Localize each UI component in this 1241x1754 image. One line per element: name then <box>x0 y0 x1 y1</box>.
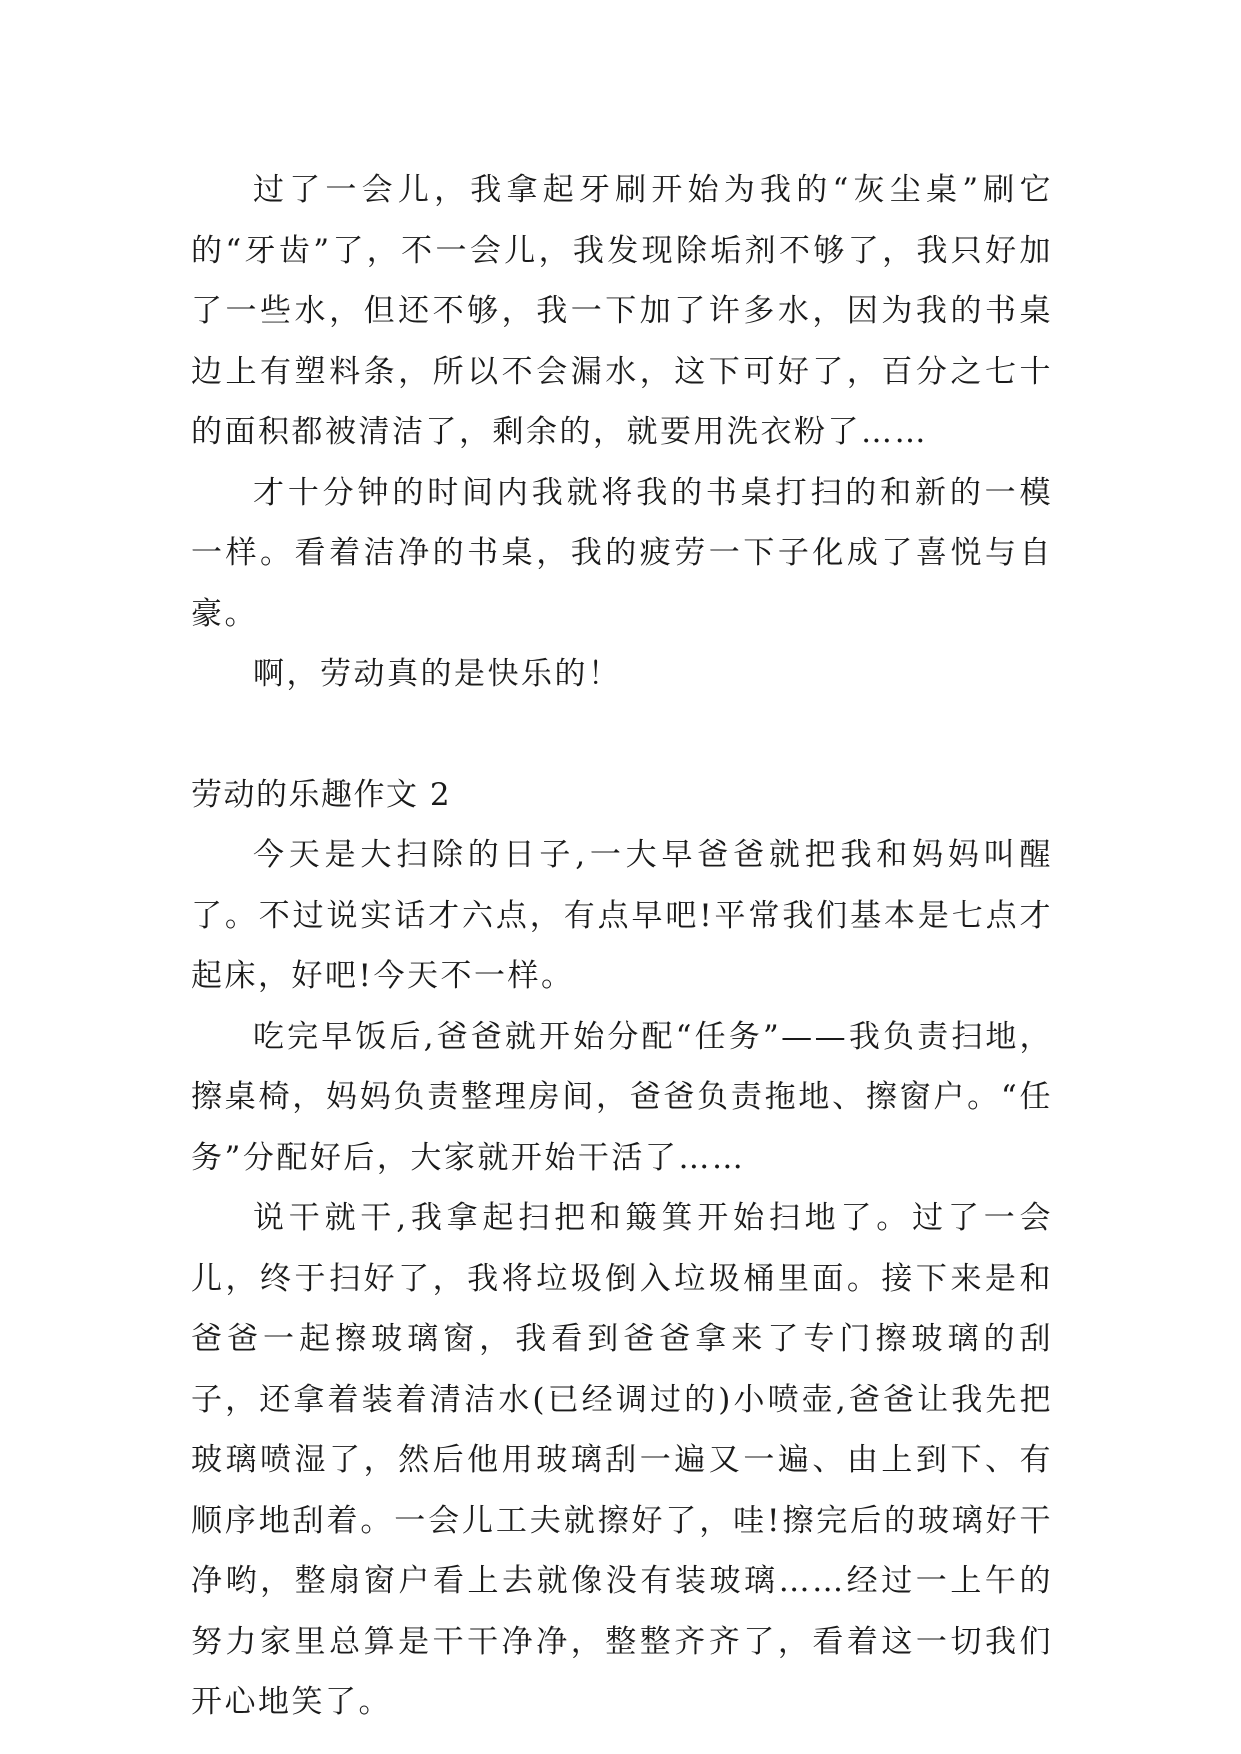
paragraph: 吃完早饭后,爸爸就开始分配“任务”——我负责扫地，擦桌椅，妈妈负责整理房间，爸爸负责拖地、擦窗户。“任务”分配好后，大家就开始干活了…… <box>191 1018 1053 1176</box>
paragraph: 啊，劳动真的是快乐的！ <box>253 656 622 692</box>
section-title: 劳动的乐趣作文 2 <box>191 776 452 813</box>
paragraph: 才十分钟的时间内我就将我的书桌打扫的和新的一模一样。看着洁净的书桌，我的疲劳一下子化成了喜悦与自豪。 <box>191 474 1053 632</box>
document-body <box>191 160 1053 1733</box>
paragraph: 今天是大扫除的日子,一大早爸爸就把我和妈妈叫醒了。不过说实话才六点，有点早吧!平常我们基本是七点才起床，好吧!今天不一样。 <box>191 837 1053 994</box>
paragraph: 说干就干,我拿起扫把和簸箕开始扫地了。过了一会儿，终于扫好了，我将垃圾倒入垃圾桶里面。接下来是和爸爸一起擦玻璃窗，我看到爸爸拿来了专门擦玻璃的刮子，还拿着装着清洁水(已经调过的)小喷壶,爸爸让我先把玻璃喷湿了，然后他用玻璃刮一遍又一遍、由上到下、有顺序地刮着。一会儿工夫就擦好了，哇!擦完后的玻璃好干净哟，整扇窗户看上去就像没有装玻璃……经过一上午的努力家里总算是干干净净，整整齐齐了，看着这一切我们开心地笑了。 <box>191 1200 1053 1720</box>
paragraph: 过了一会儿，我拿起牙刷开始为我的“灰尘桌”刷它的“牙齿”了，不一会儿，我发现除垢剂不够了，我只好加了一些水，但还不够，我一下加了许多水，因为我的书桌边上有塑料条，所以不会漏水，这下可好了，百分之七十的面积都被清洁了，剩余的，就要用洗衣粉了…… <box>191 172 1053 450</box>
